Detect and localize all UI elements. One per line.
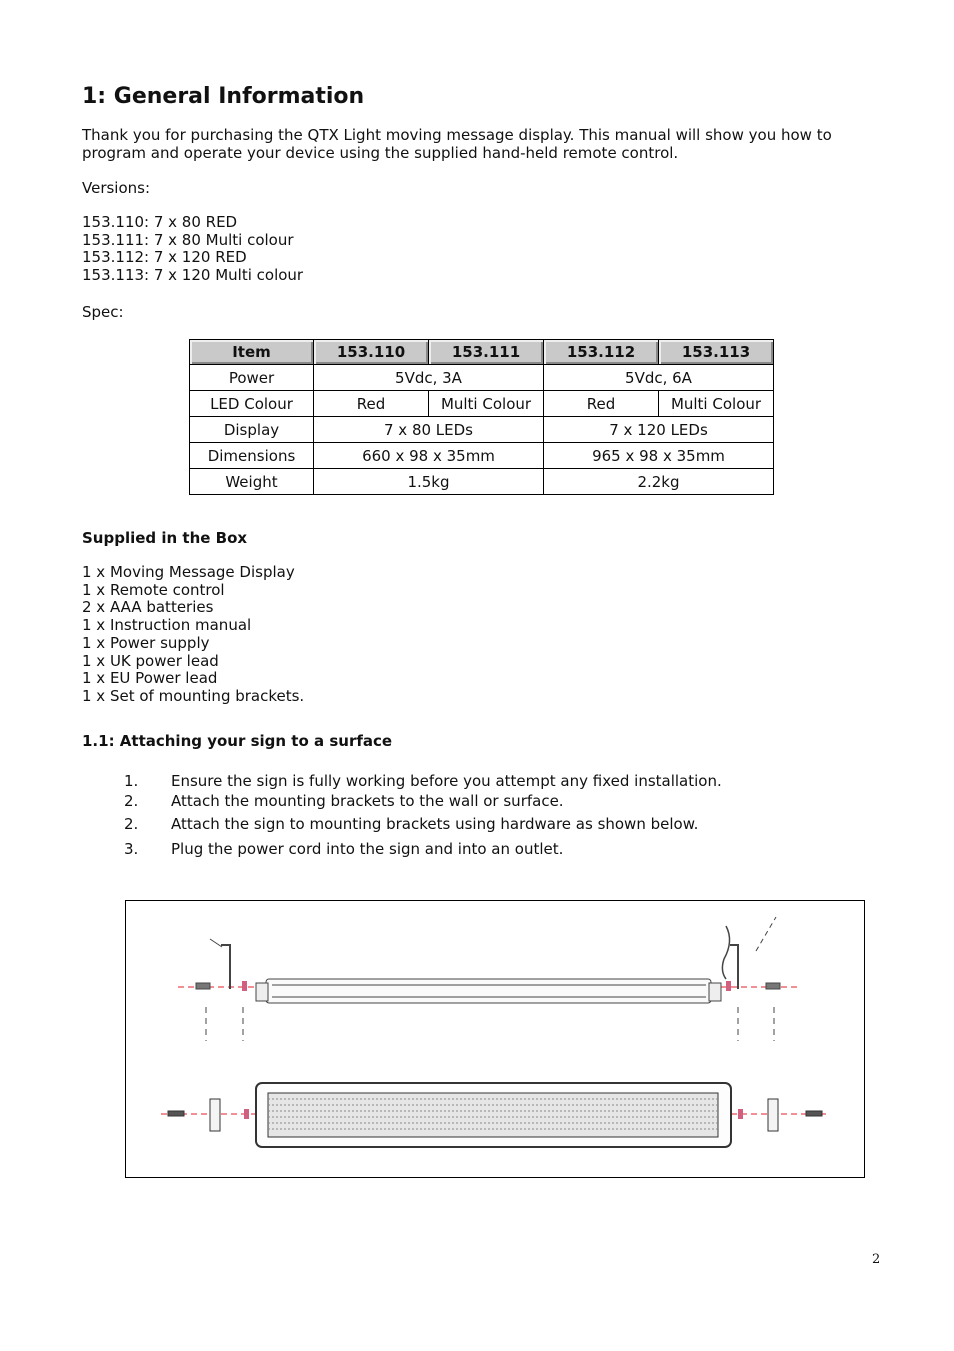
- step-number: 3.: [124, 840, 139, 858]
- spec-row-power: [190, 365, 774, 391]
- box-item: 1 x Power supply: [82, 633, 210, 652]
- step-number: 1.: [124, 772, 139, 790]
- spec-header-153110: 153.110: [314, 340, 429, 365]
- step-text: Plug the power cord into the sign and into an outlet.: [171, 840, 564, 858]
- spec-cell: 2.2kg: [544, 469, 774, 495]
- spec-header-153113: 153.113: [659, 340, 774, 365]
- version-item: 153.113: 7 x 120 Multi colour: [82, 266, 304, 285]
- spec-row-label: Dimensions: [190, 443, 314, 469]
- intro-line-1: Thank you for purchasing the QTX Light moving message display. This manual will show you how to: [82, 126, 832, 144]
- attach-heading: 1.1: Attaching your sign to a surface: [82, 732, 393, 750]
- box-item: 1 x Remote control: [82, 580, 225, 599]
- intro-line-2: program and operate your device using the supplied hand-held remote control.: [82, 144, 679, 162]
- spec-label: Spec:: [82, 303, 124, 321]
- box-item: 1 x UK power lead: [82, 651, 219, 670]
- spec-row-display: [190, 417, 774, 443]
- box-item: 2 x AAA batteries: [82, 598, 214, 617]
- box-item: 1 x Set of mounting brackets.: [82, 686, 305, 705]
- step-text: Attach the mounting brackets to the wall or surface.: [171, 792, 564, 810]
- spec-cell: 7 x 120 LEDs: [544, 417, 774, 443]
- spec-cell: 7 x 80 LEDs: [314, 417, 544, 443]
- mounting-diagram: [125, 900, 865, 1178]
- spec-header-item: Item: [190, 340, 314, 365]
- step-text: Ensure the sign is fully working before you attempt any fixed installation.: [171, 772, 722, 790]
- spec-cell: Red: [314, 391, 429, 417]
- spec-row-label: Power: [190, 365, 314, 391]
- intro-paragraph: [82, 126, 832, 162]
- page-heading: 1: General Information: [82, 84, 365, 109]
- spec-cell: 660 x 98 x 35mm: [314, 443, 544, 469]
- version-item: 153.112: 7 x 120 RED: [82, 248, 247, 267]
- box-item: 1 x EU Power lead: [82, 669, 218, 688]
- box-item: 1 x Instruction manual: [82, 616, 252, 635]
- spec-header-row: [190, 340, 774, 365]
- spec-row-label: LED Colour: [190, 391, 314, 417]
- spec-header-153112: 153.112: [544, 340, 659, 365]
- spec-cell: Multi Colour: [429, 391, 544, 417]
- spec-row-dimensions: [190, 443, 774, 469]
- box-items-list: [82, 564, 304, 706]
- spec-cell: Multi Colour: [659, 391, 774, 417]
- side-view: [178, 917, 798, 1041]
- mounting-illustration: [126, 901, 864, 1177]
- box-heading: Supplied in the Box: [82, 529, 248, 547]
- spec-cell: 965 x 98 x 35mm: [544, 443, 774, 469]
- spec-row-weight: [190, 469, 774, 495]
- step-number: 2.: [124, 792, 139, 810]
- step-number: 2.: [124, 815, 139, 833]
- spec-cell: Red: [544, 391, 659, 417]
- front-view: [161, 1083, 826, 1147]
- spec-header-153111: 153.111: [429, 340, 544, 365]
- spec-row-label: Display: [190, 417, 314, 443]
- spec-table: [189, 339, 774, 495]
- page-number: 2: [872, 1252, 881, 1267]
- version-item: 153.110: 7 x 80 RED: [82, 213, 238, 231]
- spec-row-label: Weight: [190, 469, 314, 495]
- versions-label: Versions:: [82, 179, 151, 197]
- version-item: 153.111: 7 x 80 Multi colour: [82, 230, 294, 249]
- spec-cell: 5Vdc, 6A: [544, 365, 774, 391]
- step-text: Attach the sign to mounting brackets using hardware as shown below.: [171, 815, 699, 833]
- versions-list: [82, 214, 303, 285]
- box-item: 1 x Moving Message Display: [82, 563, 295, 581]
- spec-cell: 5Vdc, 3A: [314, 365, 544, 391]
- spec-row-led-colour: [190, 391, 774, 417]
- spec-cell: 1.5kg: [314, 469, 544, 495]
